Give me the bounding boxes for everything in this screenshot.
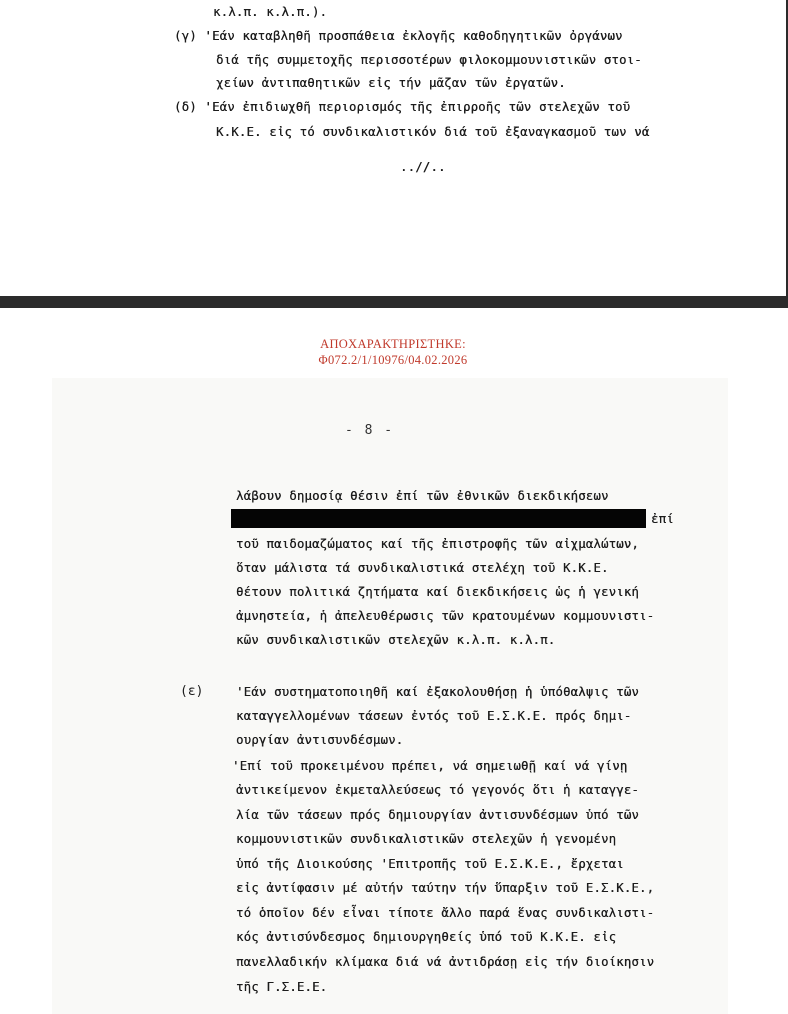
text-line: χείων ἀντιπαθητικῶν εἰς τήν μᾶζαν τῶν ἐργατῶν. bbox=[216, 76, 566, 90]
text-line: (γ) 'Εάν καταβληθῆ προσπάθεια ἐκλογῆς καθοδηγητικῶν ὀργάνων bbox=[174, 29, 623, 43]
text-line: εἰς ἀντίφασιν μέ αὐτήν ταύτην τήν ὕπαρξιν τοῦ Ε.Σ.Κ.Ε., bbox=[236, 881, 655, 895]
text-line: τοῦ παιδομαζώματος καί τῆς ἐπιστροφῆς τῶν αἰχμαλώτων, bbox=[236, 537, 639, 551]
text-line: διά τῆς συμμετοχῆς περισσοτέρων φιλοκομμουνιστικῶν στοι- bbox=[216, 53, 642, 67]
text-line: Κ.Κ.Ε. εἰς τό συνδικαλιστικόν διά τοῦ ἐξαναγκασμοῦ των νά bbox=[216, 125, 650, 139]
previous-page bbox=[0, 0, 788, 296]
text-line: καταγγελλομένων τάσεων ἐντός τοῦ Ε.Σ.Κ.Ε. πρός δημι- bbox=[236, 709, 632, 723]
declassification-stamp-reference: Φ072.2/1/10976/04.02.2026 bbox=[318, 353, 468, 367]
text-line: θέτουν πολιτικά ζητήματα καί διεκδικήσεις ὡς ἡ γενική bbox=[236, 585, 639, 599]
text-line: κῶν συνδικαλιστικῶν στελεχῶν κ.λ.π. κ.λ.π. bbox=[236, 633, 556, 647]
text-line: ἀντικείμενον ἐκμεταλλεύσεως τό γεγονός ὅτι ἡ καταγγε- bbox=[236, 783, 639, 797]
page-number: - 8 - bbox=[345, 423, 395, 438]
text-line: κομμουνιστικῶν συνδικαλιστικῶν στελεχῶν ἡ γενομένη bbox=[236, 832, 617, 846]
text-line: κός ἀντισύνδεσμος δημιουργηθείς ὑπό τοῦ Κ.Κ.Ε. εἰς bbox=[236, 930, 617, 944]
text-line: 'Εάν συστηματοποιηθῆ καί ἐξακολουθήσῃ ἡ ὑπόθαλψις τῶν bbox=[236, 685, 639, 699]
declassification-stamp-title: ΑΠΟΧΑΡΑΚΤΗΡΙΣΤΗΚΕ: bbox=[320, 337, 466, 351]
text-line: τό ὁποῖον δέν εἶναι τίποτε ἄλλο παρά ἕνας συνδικαλιστι- bbox=[236, 906, 655, 920]
continuation-mark: ..//.. bbox=[400, 160, 446, 174]
text-line: πανελλαδικήν κλίμακα διά νά ἀντιδράσῃ εἰς τήν διοίκησιν bbox=[236, 955, 655, 969]
text-line: ὑπό τῆς Διοικούσης 'Επιτροπῆς τοῦ Ε.Σ.Κ.Ε., ἔρχεται bbox=[236, 857, 624, 871]
text-line: τῆς Γ.Σ.Ε.Ε. bbox=[236, 980, 328, 994]
current-page bbox=[0, 308, 786, 1014]
text-line: ὅταν μάλιστα τά συνδικαλιστικά στελέχη τοῦ Κ.Κ.Ε. bbox=[236, 561, 609, 575]
text-line: ἀμνηστεία, ἡ ἀπελευθέρωσις τῶν κρατουμένων κομμουνιστι- bbox=[236, 609, 655, 623]
redaction-bar bbox=[231, 509, 646, 528]
text-line: λάβουν δημοσίᾳ θέσιν ἐπί τῶν ἐθνικῶν διεκδικήσεων bbox=[236, 489, 609, 503]
text-line: κ.λ.π. κ.λ.π.). bbox=[213, 5, 328, 19]
text-line: ἐπί bbox=[651, 512, 674, 526]
page-separator bbox=[0, 296, 788, 308]
text-line: 'Επί τοῦ προκειμένου πρέπει, νά σημειωθῇ καί νά γίνῃ bbox=[232, 759, 628, 773]
text-line: ουργίαν ἀντισυνδέσμων. bbox=[236, 733, 404, 747]
text-line: (δ) 'Εάν ἐπιδιωχθῆ περιορισμός τῆς ἐπιρροῆς τῶν στελεχῶν τοῦ bbox=[174, 100, 631, 114]
text-line: λία τῶν τάσεων πρός δημιουργίαν ἀντισυνδέσμων ὑπό τῶν bbox=[236, 808, 639, 822]
paragraph-label: (ε) bbox=[180, 684, 204, 699]
